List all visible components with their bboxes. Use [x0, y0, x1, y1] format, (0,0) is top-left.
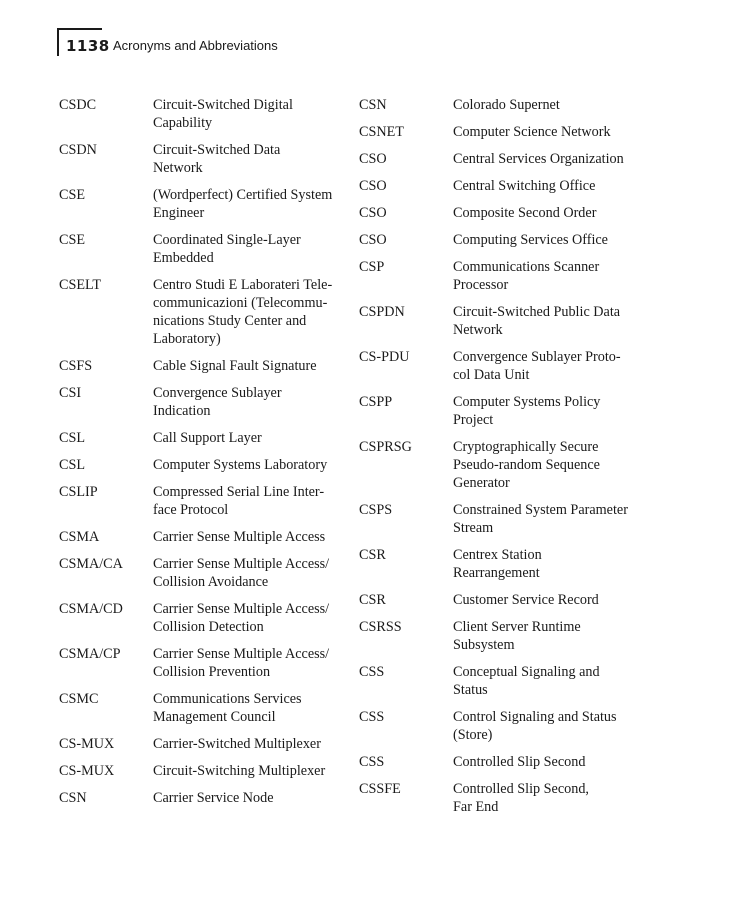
- acronym: CSPP: [359, 394, 393, 410]
- glossary-entry: [59, 231, 349, 267]
- definition-line: Status: [453, 682, 488, 698]
- acronym: CSE: [59, 232, 86, 248]
- definition-line: Circuit-Switched Data: [153, 142, 281, 158]
- glossary-entry: [359, 204, 649, 222]
- glossary-entry: [359, 618, 649, 654]
- acronym: CSPDN: [359, 304, 405, 320]
- acronym: CSPS: [359, 502, 393, 518]
- definition-line: Centrex Station: [453, 547, 542, 563]
- definition-line: Pseudo-random Sequence: [453, 457, 600, 473]
- acronym: CSELT: [59, 277, 102, 293]
- definition-line: Cable Signal Fault Signature: [153, 358, 317, 374]
- definition-line: Computer Science Network: [453, 124, 611, 140]
- acronym: CSE: [59, 187, 86, 203]
- definition-line: Centro Studi E Laborateri Tele-: [153, 277, 333, 293]
- definition: [453, 663, 649, 699]
- acronym: CSR: [359, 592, 386, 608]
- definition-line: Convergence Sublayer Proto-: [453, 349, 621, 365]
- glossary-entry: [59, 456, 349, 474]
- definition-line: Management Council: [153, 709, 276, 725]
- acronym: CSDN: [59, 142, 97, 158]
- definition-line: Network: [153, 160, 203, 176]
- definition-line: Indication: [153, 403, 211, 419]
- page-number: 1138: [66, 37, 110, 55]
- header-rule-left: [57, 28, 59, 56]
- acronym: CSN: [359, 97, 387, 113]
- acronym: CSL: [59, 457, 86, 473]
- definition-line: Engineer: [153, 205, 205, 221]
- definition-line: Carrier Sense Multiple Access/: [153, 646, 330, 662]
- right-column: [359, 96, 649, 825]
- definition-line: Computer Systems Policy: [453, 394, 601, 410]
- definition: [153, 141, 349, 177]
- definition: [453, 204, 649, 222]
- definition: [453, 591, 649, 609]
- acronym: CSNET: [359, 124, 404, 140]
- glossary-entry: [59, 357, 349, 375]
- definition: [153, 186, 349, 222]
- definition: [453, 258, 649, 294]
- glossary-entry: [359, 780, 649, 816]
- definition-line: Controlled Slip Second: [453, 754, 586, 770]
- definition-line: Conceptual Signaling and: [453, 664, 600, 680]
- glossary-entry: [59, 600, 349, 636]
- acronym: CSS: [359, 754, 385, 770]
- glossary-entry: [59, 645, 349, 681]
- definition-line: Circuit-Switching Multiplexer: [153, 763, 326, 779]
- glossary-entry: [359, 177, 649, 195]
- glossary-entry: [59, 789, 349, 807]
- definition: [453, 618, 649, 654]
- acronym: CSRSS: [359, 619, 402, 635]
- acronym: CS-MUX: [59, 736, 115, 752]
- definition: [453, 501, 649, 537]
- definition: [453, 780, 649, 816]
- definition: [453, 438, 649, 492]
- definition: [453, 231, 649, 249]
- glossary-entry: [59, 429, 349, 447]
- acronym: CSSFE: [359, 781, 401, 797]
- glossary-entry: [59, 483, 349, 519]
- definition-line: Capability: [153, 115, 213, 131]
- acronym: CSLIP: [59, 484, 98, 500]
- left-column: [59, 96, 349, 816]
- acronym: CSI: [59, 385, 82, 401]
- glossary-entry: [359, 708, 649, 744]
- definition: [153, 645, 349, 681]
- definition-line: Far End: [453, 799, 499, 815]
- definition-line: Colorado Supernet: [453, 97, 560, 113]
- definition-line: Composite Second Order: [453, 205, 597, 221]
- definition: [453, 753, 649, 771]
- definition: [153, 96, 349, 132]
- definition: [453, 177, 649, 195]
- definition-line: Network: [453, 322, 503, 338]
- definition: [453, 708, 649, 744]
- glossary-entry: [59, 690, 349, 726]
- definition: [153, 456, 349, 474]
- definition: [153, 528, 349, 546]
- definition: [153, 483, 349, 519]
- acronym: CSMA: [59, 529, 100, 545]
- definition-line: Communications Services: [153, 691, 302, 707]
- definition-line: Carrier Sense Multiple Access: [153, 529, 326, 545]
- glossary-entry: [359, 546, 649, 582]
- definition-line: Circuit-Switched Public Data: [453, 304, 621, 320]
- acronym: CSR: [359, 547, 386, 563]
- definition-line: Rearrangement: [453, 565, 540, 581]
- page-header: [57, 28, 317, 58]
- acronym: CSMA/CD: [59, 601, 123, 617]
- acronym: CSS: [359, 709, 385, 725]
- glossary-entry: [59, 555, 349, 591]
- glossary-entry: [359, 438, 649, 492]
- definition: [453, 546, 649, 582]
- glossary-entry: [359, 753, 649, 771]
- definition: [153, 555, 349, 591]
- definition: [153, 357, 349, 375]
- glossary-entry: [359, 663, 649, 699]
- glossary-entry: [359, 591, 649, 609]
- glossary-entry: [59, 762, 349, 780]
- glossary-entry: [359, 150, 649, 168]
- glossary-entry: [59, 528, 349, 546]
- acronym: CSN: [59, 790, 87, 806]
- definition-line: Processor: [453, 277, 509, 293]
- definition-line: Central Services Organization: [453, 151, 624, 167]
- definition-line: Laboratory): [153, 331, 221, 347]
- acronym: CSP: [359, 259, 385, 275]
- acronym: CSO: [359, 178, 387, 194]
- definition: [153, 429, 349, 447]
- definition-line: Collision Prevention: [153, 664, 271, 680]
- definition-line: Cryptographically Secure: [453, 439, 599, 455]
- definition-line: Collision Detection: [153, 619, 264, 635]
- definition-line: nications Study Center and: [153, 313, 307, 329]
- glossary-entry: [359, 393, 649, 429]
- glossary-entry: [59, 384, 349, 420]
- definition-line: Customer Service Record: [453, 592, 599, 608]
- definition: [453, 123, 649, 141]
- glossary-entry: [359, 348, 649, 384]
- definition-line: (Store): [453, 727, 493, 743]
- definition-line: Embedded: [153, 250, 214, 266]
- acronym: CSMA/CA: [59, 556, 123, 572]
- definition: [153, 231, 349, 267]
- definition: [153, 276, 349, 348]
- definition-line: Generator: [453, 475, 510, 491]
- definition-line: Stream: [453, 520, 494, 536]
- glossary-entry: [59, 735, 349, 753]
- acronym: CSMA/CP: [59, 646, 121, 662]
- definition: [153, 762, 349, 780]
- acronym: CSL: [59, 430, 86, 446]
- acronym: CSDC: [59, 97, 97, 113]
- definition-line: Project: [453, 412, 494, 428]
- definition: [153, 384, 349, 420]
- glossary-entry: [359, 123, 649, 141]
- definition: [453, 150, 649, 168]
- definition-line: Controlled Slip Second,: [453, 781, 589, 797]
- acronym: CS-PDU: [359, 349, 410, 365]
- definition-line: Client Server Runtime: [453, 619, 581, 635]
- definition: [153, 690, 349, 726]
- definition-line: Subsystem: [453, 637, 515, 653]
- glossary-entry: [359, 96, 649, 114]
- definition-line: Computing Services Office: [453, 232, 608, 248]
- definition-line: Circuit-Switched Digital: [153, 97, 293, 113]
- acronym: CSS: [359, 664, 385, 680]
- definition-line: (Wordperfect) Certified System: [153, 187, 333, 203]
- glossary-entry: [59, 276, 349, 348]
- definition-line: communicazioni (Telecommu-: [153, 295, 328, 311]
- definition-line: Compressed Serial Line Inter-: [153, 484, 325, 500]
- definition: [453, 348, 649, 384]
- glossary-entry: [359, 501, 649, 537]
- glossary-entry: [359, 258, 649, 294]
- definition-line: Carrier Sense Multiple Access/: [153, 556, 330, 572]
- definition-line: Control Signaling and Status: [453, 709, 617, 725]
- acronym: CSO: [359, 205, 387, 221]
- header-rule-top: [57, 28, 102, 30]
- definition: [453, 96, 649, 114]
- definition: [153, 735, 349, 753]
- acronym: CSO: [359, 232, 387, 248]
- definition-line: Central Switching Office: [453, 178, 596, 194]
- definition-line: Constrained System Parameter: [453, 502, 628, 518]
- glossary-entry: [359, 231, 649, 249]
- running-title: Acronyms and Abbreviations: [113, 38, 278, 53]
- definition: [453, 393, 649, 429]
- acronym: CSMC: [59, 691, 99, 707]
- definition-line: Carrier Service Node: [153, 790, 274, 806]
- definition: [453, 303, 649, 339]
- definition-line: col Data Unit: [453, 367, 530, 383]
- glossary-entry: [59, 186, 349, 222]
- definition-line: Communications Scanner: [453, 259, 600, 275]
- acronym: CSO: [359, 151, 387, 167]
- definition: [153, 600, 349, 636]
- acronym: CSFS: [59, 358, 93, 374]
- definition-line: Collision Avoidance: [153, 574, 269, 590]
- definition-line: Carrier Sense Multiple Access/: [153, 601, 330, 617]
- acronym: CS-MUX: [59, 763, 115, 779]
- glossary-entry: [59, 141, 349, 177]
- glossary-entry: [359, 303, 649, 339]
- definition-line: Call Support Layer: [153, 430, 262, 446]
- definition-line: Carrier-Switched Multiplexer: [153, 736, 321, 752]
- definition-line: Computer Systems Laboratory: [153, 457, 328, 473]
- glossary-entry: [59, 96, 349, 132]
- acronym: CSPRSG: [359, 439, 412, 455]
- definition-line: Coordinated Single-Layer: [153, 232, 301, 248]
- definition-line: Convergence Sublayer: [153, 385, 282, 401]
- definition: [153, 789, 349, 807]
- definition-line: face Protocol: [153, 502, 229, 518]
